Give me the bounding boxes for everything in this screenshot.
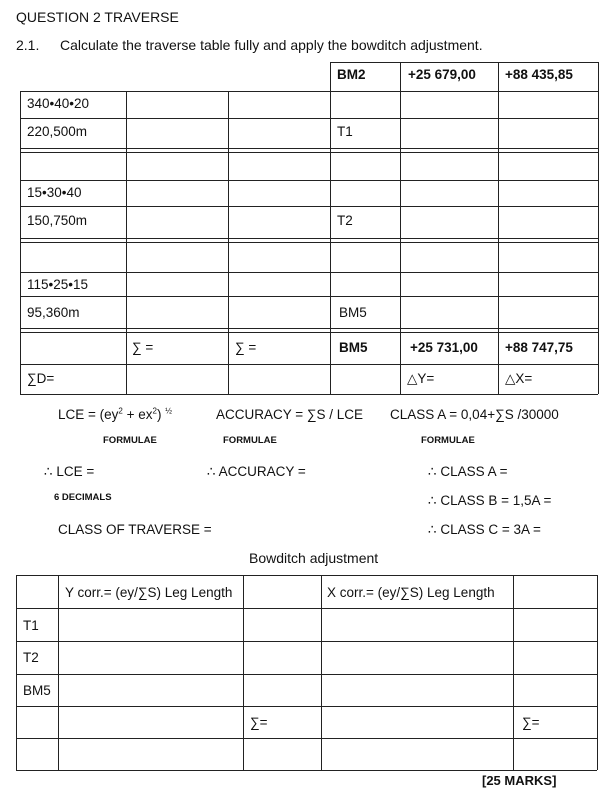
question-instruction: Calculate the traverse table fully and apply the bowditch adjustment. [60, 37, 483, 53]
bowditch-row-t2: T2 [23, 650, 39, 665]
question-number: 2.1. [16, 37, 40, 53]
six-decimals-note: 6 DECIMALS [54, 492, 112, 503]
class-b-answer: ∴ CLASS B = 1,5A = [428, 493, 552, 508]
bowditch-row-t1: T1 [23, 618, 39, 633]
class-a-answer: ∴ CLASS A = [428, 464, 508, 479]
formulae-label-lce: FORMULAE [103, 435, 157, 446]
bm5-closing-label: BM5 [339, 340, 368, 355]
bm5-station-label: BM5 [339, 305, 367, 320]
accuracy-answer: ∴ ACCURACY = [207, 464, 306, 479]
bm5-y-coordinate: +25 731,00 [410, 340, 478, 355]
lce-formula: LCE = $(ey^2 + ex^2)$ $^{\frac{1}{2}}$ [58, 406, 172, 422]
sum-delta-x: ∑ = [235, 340, 257, 355]
class-c-answer: ∴ CLASS C = 3A = [428, 522, 541, 537]
marks-total: [25 MARKS] [482, 773, 557, 788]
delta-y-label: △Y= [407, 371, 435, 386]
leg3-bearing: 115•25•15 [27, 277, 89, 292]
delta-x-label: △X= [505, 371, 533, 386]
t2-station-label: T2 [337, 213, 353, 228]
bowditch-title: Bowditch adjustment [249, 550, 379, 566]
bm2-x-coordinate: +88 435,85 [505, 67, 573, 82]
t1-station-label: T1 [337, 124, 353, 139]
sum-distance: ∑D= [27, 371, 55, 386]
sum-delta-y: ∑ = [132, 340, 154, 355]
bm5-x-coordinate: +88 747,75 [505, 340, 573, 355]
leg1-bearing: 340•40•20 [27, 96, 90, 111]
bm2-label: BM2 [337, 67, 366, 82]
leg2-bearing: 15•30•40 [27, 185, 82, 200]
sum-x-correction: ∑= [522, 715, 540, 730]
class-of-traverse: CLASS OF TRAVERSE = [58, 522, 212, 537]
formulae-label-accuracy: FORMULAE [223, 435, 277, 446]
class-a-formula: CLASS A = 0,04+∑S /30000 [390, 407, 559, 422]
x-correction-header: X corr.= (ey/∑S) Leg Length [327, 585, 495, 600]
sum-y-correction: ∑= [250, 715, 268, 730]
bowditch-row-bm5: BM5 [23, 683, 51, 698]
leg1-distance: 220,500m [27, 124, 88, 139]
formulae-label-class: FORMULAE [421, 435, 475, 446]
question-title: QUESTION 2 TRAVERSE [16, 9, 179, 25]
y-correction-header: Y corr.= (ey/∑S) Leg Length [65, 585, 233, 600]
accuracy-formula: ACCURACY = ∑S / LCE [216, 407, 364, 422]
leg3-distance: 95,360m [27, 305, 80, 320]
lce-answer: ∴ LCE = [44, 464, 95, 479]
bm2-y-coordinate: +25 679,00 [408, 67, 476, 82]
leg2-distance: 150,750m [27, 213, 88, 228]
